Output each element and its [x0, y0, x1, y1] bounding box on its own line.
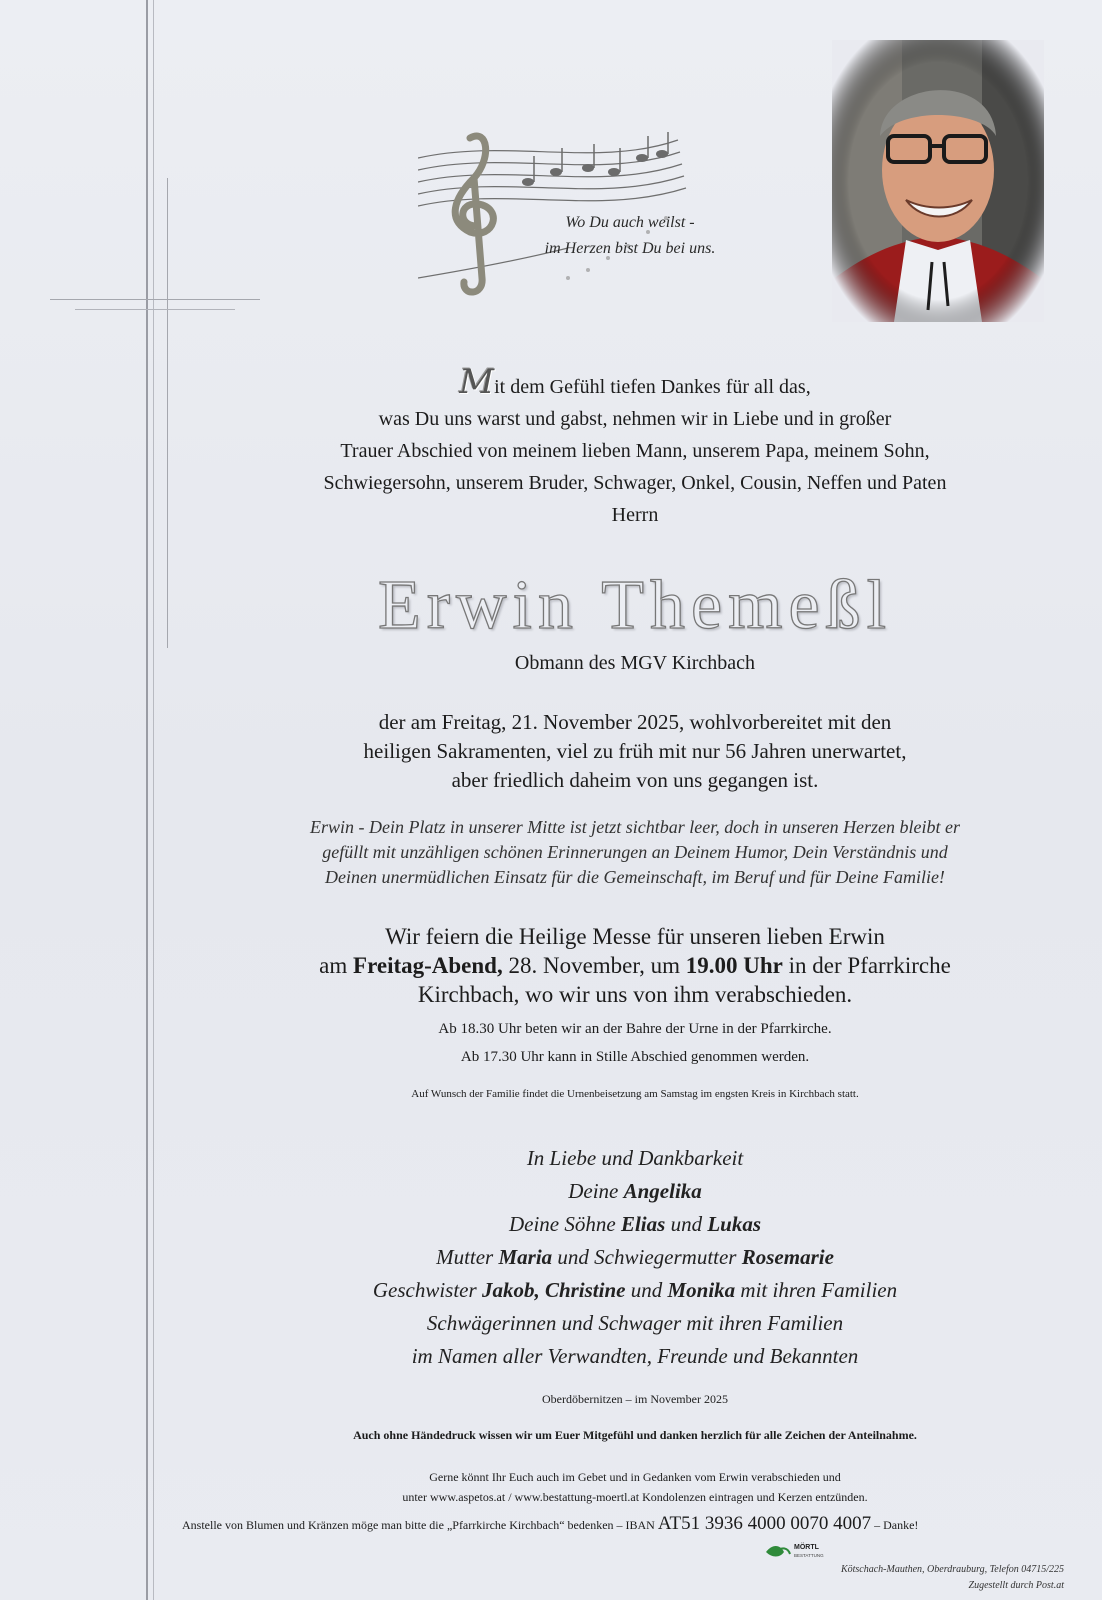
- family-name: Lukas: [707, 1212, 761, 1236]
- death-line: aber friedlich daheim von uns gegangen ist.: [451, 768, 819, 792]
- urn-note: Auf Wunsch der Familie findet die Urnenbeisetzung am Samstag im engsten Kreis in Kirchbach statt.: [411, 1088, 859, 1100]
- service-details: [230, 1015, 1040, 1071]
- family-signatures: [230, 1142, 1040, 1373]
- motto-text: [520, 210, 740, 262]
- intro-line: Trauer Abschied von meinem lieben Mann, unserem Papa, meinem Sohn,: [340, 440, 930, 462]
- family-line: Schwägerinnen und Schwager mit ihren Familien: [426, 1311, 844, 1335]
- funeral-home-logo: [764, 1540, 844, 1562]
- mass-line: Kirchbach, wo wir uns von ihm verabschieden.: [417, 982, 853, 1007]
- family-name: Rosemarie: [741, 1245, 834, 1269]
- family-line: [230, 1208, 1040, 1241]
- family-name: Monika: [667, 1278, 736, 1302]
- family-text: Geschwister: [372, 1278, 482, 1302]
- family-name: Jakob, Christine: [481, 1278, 626, 1302]
- place-date: Oberdöbernitzen – im November 2025: [542, 1392, 728, 1406]
- donation-text: Anstelle von Blumen und Kränzen möge man bitte die „Pfarrkirche Kirchbach“ bedenken – IBAN: [182, 1518, 658, 1532]
- family-line: [230, 1241, 1040, 1274]
- thanks-note: Auch ohne Händedruck wissen wir um Euer Mitgefühl und danken herzlich für alle Zeichen der Anteilnahme.: [353, 1428, 917, 1442]
- mass-text: 28. November, um: [502, 953, 686, 978]
- online-condolence: [230, 1467, 1040, 1507]
- deceased-role: Obmann des MGV Kirchbach: [514, 652, 756, 674]
- family-name: Elias: [620, 1212, 666, 1236]
- mass-text: am: [319, 953, 354, 978]
- iban-number: AT51 3936 4000 0070 4007: [657, 1513, 872, 1534]
- cross-horizontal-line-2: [75, 309, 235, 310]
- cross-vertical-line-2: [153, 0, 154, 1600]
- cross-vertical-line: [146, 0, 148, 1600]
- footer-line: Zugestellt durch Post.at: [968, 1580, 1064, 1591]
- motto-line: Wo Du auch weilst -: [565, 214, 695, 231]
- online-line: Gerne könnt Ihr Euch auch im Gebet und in Gedanken vom Erwin verabschieden und: [429, 1470, 841, 1484]
- family-text: mit ihren Familien: [735, 1278, 898, 1302]
- deceased-name: Erwin Themeßl: [377, 567, 893, 644]
- quote-line: Deinen unermüdlichen Einsatz für die Gemeinschaft, im Beruf und für Deine Familie!: [325, 867, 945, 887]
- footer-info: [841, 1562, 1064, 1594]
- family-text: Deine: [568, 1179, 624, 1203]
- dropcap-letter: M: [459, 362, 495, 402]
- family-text: und Schwiegermutter: [552, 1245, 742, 1269]
- mass-text: in der Pfarrkirche: [782, 953, 951, 978]
- death-line: der am Freitag, 21. November 2025, wohlvorbereitet mit den: [378, 710, 892, 734]
- intro-text: [230, 362, 1040, 531]
- family-name: Angelika: [623, 1179, 702, 1203]
- detail-line: Ab 17.30 Uhr kann in Stille Abschied genommen werden.: [460, 1049, 810, 1065]
- intro-line-text: it dem Gefühl tiefen Dankes für all das,: [494, 376, 811, 398]
- death-notice: [230, 708, 1040, 795]
- family-line: im Namen aller Verwandten, Freunde und Bekannten: [411, 1344, 859, 1368]
- intro-line: [230, 362, 1040, 403]
- mass-announcement: [230, 922, 1040, 1009]
- footer-line: Kötschach-Mauthen, Oberdrauburg, Telefon 04715/225: [840, 1564, 1064, 1575]
- family-text: Mutter: [436, 1245, 499, 1269]
- mass-line: Wir feiern die Heilige Messe für unseren lieben Erwin: [385, 924, 885, 949]
- quote-line: gefüllt mit unzähligen schönen Erinnerungen an Deinem Humor, Dein Verständnis und: [322, 842, 948, 862]
- portrait-photo: [832, 40, 1044, 322]
- family-line: [230, 1175, 1040, 1208]
- online-line: unter www.aspetos.at / www.bestattung-moertl.at Kondolenzen eintragen und Kerzen entzünden.: [402, 1490, 868, 1504]
- family-text: und: [665, 1212, 708, 1236]
- detail-line: Ab 18.30 Uhr beten wir an der Bahre der Urne in der Pfarrkirche.: [438, 1021, 832, 1037]
- donation-end: – Danke!: [871, 1518, 919, 1532]
- intro-line: Herrn: [611, 504, 659, 526]
- mass-time: 19.00 Uhr: [685, 953, 783, 978]
- family-name: Maria: [498, 1245, 553, 1269]
- family-line: [230, 1274, 1040, 1307]
- svg-text:MÖRTL: MÖRTL: [794, 1544, 819, 1551]
- quote-line: Erwin - Dein Platz in unserer Mitte ist jetzt sichtbar leer, doch in unseren Herzen bleibt er: [309, 817, 961, 837]
- donation-note: [182, 1513, 1082, 1535]
- tribute-quote: [230, 815, 1040, 890]
- intro-line: Schwiegersohn, unserem Bruder, Schwager, Onkel, Cousin, Neffen und Paten: [323, 472, 947, 494]
- motto-line: im Herzen bist Du bei uns.: [544, 240, 716, 257]
- death-line: heiligen Sakramenten, viel zu früh mit nur 56 Jahren unerwartet,: [363, 739, 907, 763]
- family-text: Deine Söhne: [508, 1212, 621, 1236]
- cross-vertical-line-3: [167, 178, 168, 648]
- family-line: In Liebe und Dankbarkeit: [526, 1146, 744, 1170]
- mass-day: Freitag-Abend,: [353, 953, 503, 978]
- cross-horizontal-line: [50, 299, 260, 300]
- svg-text:BESTATTUNG: BESTATTUNG: [794, 1553, 824, 1558]
- family-text: und: [625, 1278, 668, 1302]
- mass-line: [230, 951, 1040, 980]
- intro-line: was Du uns warst und gabst, nehmen wir in Liebe und in großer: [378, 408, 892, 430]
